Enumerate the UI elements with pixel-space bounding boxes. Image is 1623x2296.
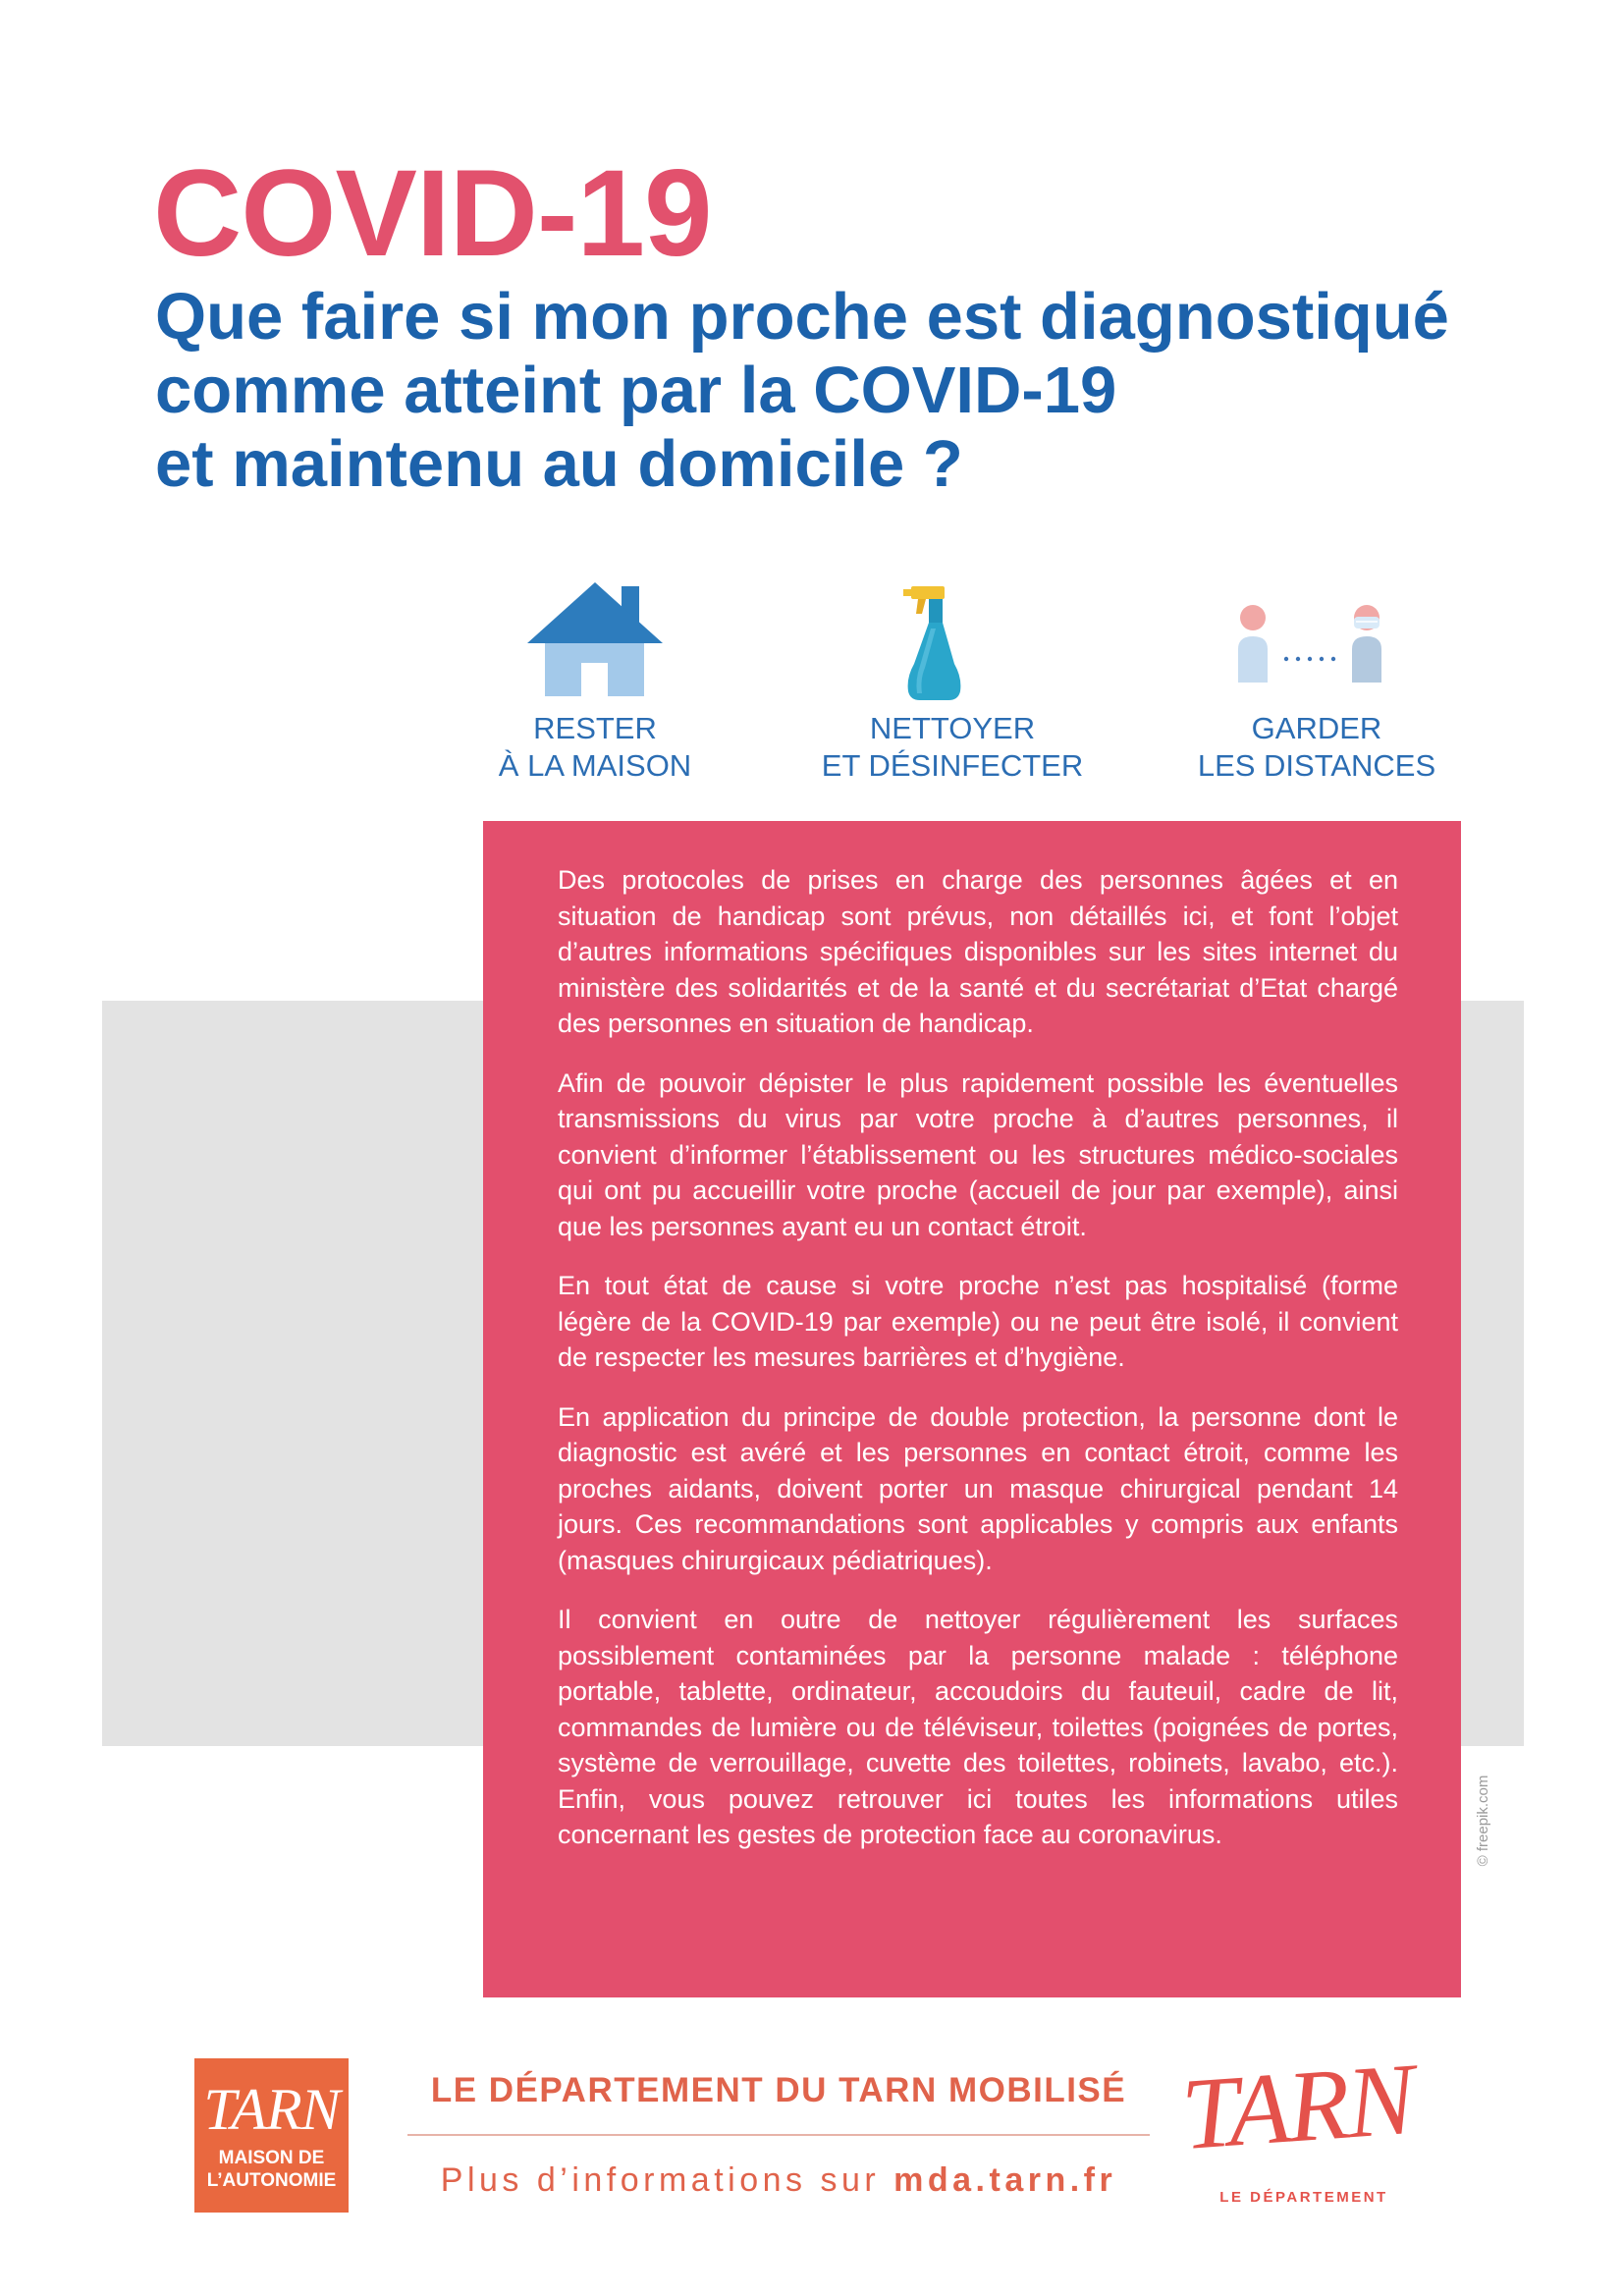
subtitle-line-1: Que faire si mon proche est diagnostiqué [155, 280, 1449, 354]
subtitle-line-3: et maintenu au domicile ? [155, 427, 963, 501]
action-label-line: LES DISTANCES [1197, 748, 1436, 783]
page-subtitle [155, 280, 1449, 501]
spray-bottle-icon [901, 583, 967, 700]
action-label-distance [1169, 710, 1464, 785]
distance-dots [1284, 657, 1335, 661]
maison-autonomie-logo [194, 2058, 349, 2213]
spray-trigger [916, 599, 926, 614]
spray-neck [929, 599, 943, 625]
person-right-body [1352, 636, 1381, 683]
action-label-stay-home [448, 710, 742, 785]
person-left-head [1240, 605, 1266, 630]
face-mask [1354, 617, 1380, 629]
social-distance-icon [1235, 604, 1384, 683]
tarn-wordmark: TARN [203, 2077, 340, 2142]
info-paragraph: Des protocoles de prises en charge des personnes âgées et en situation de handicap sont prévus, non détaillés ici, et font l’objet d’autres informations spécifiques disponibles sur les sites internet du ministère des solidarités et de la santé et du secrétariat d’Etat chargé des personnes en situation de handicap. [558, 865, 1398, 1038]
house-roof [527, 582, 663, 643]
action-label-line: RESTER [533, 711, 657, 745]
logo-line-1: MAISON DE [218, 2148, 325, 2168]
tarn-department-wordmark: TARN [1177, 2042, 1416, 2172]
more-info-prefix: Plus d’informations sur [440, 2161, 881, 2199]
action-label-line: GARDER [1251, 711, 1382, 745]
footer-headline: LE DÉPARTEMENT DU TARN MOBILISÉ [430, 2071, 1127, 2109]
info-paragraph: En tout état de cause si votre proche n’est pas hospitalisé (forme légère de la COVID-19 par exemple) ou ne peut être isolé, il convient de respecter les mesures barrières et d’hygiène. [558, 1271, 1398, 1372]
action-label-line: À LA MAISON [498, 748, 692, 783]
tarn-department-caption: LE DÉPARTEMENT [1219, 2189, 1388, 2206]
house-icon [527, 578, 663, 696]
info-box [483, 821, 1461, 1997]
footer-divider [407, 2134, 1150, 2136]
action-label-line: NETTOYER [869, 711, 1036, 745]
more-info-line [407, 2156, 1150, 2205]
house-door [581, 663, 608, 696]
spray-body [908, 623, 961, 700]
info-paragraph: Il convient en outre de nettoyer régulièrement les surfaces possiblement contaminées par la personne malade : téléphone portable, tablette, ordinateur, accoudoirs du fauteuil, cadre de lit, commandes de lumière ou de téléviseur, toilettes (poignées de portes, système de verrouillage, cuvette des toilettes, robinets, lavabo, etc.). Enfin, vous pouvez retrouver ici toutes les informations utiles concernant les gestes de protection face au coronavirus. [558, 1605, 1398, 1849]
logo-line-2: L’AUTONOMIE [206, 2170, 337, 2191]
info-paragraph: Afin de pouvoir dépister le plus rapidement possible les éventuelles transmissions du virus par votre proche à d’autres personnes, il convient d’informer l’établissement ou les structures médico-sociales qui ont pu accueillir votre proche (accueil de jour par exemple), ainsi que les personnes ayant eu un contact étroit. [558, 1067, 1398, 1241]
subtitle-line-2: comme atteint par la COVID-19 [155, 354, 1117, 427]
image-credit: © freepik.com [1475, 1775, 1491, 1867]
info-paragraph: En application du principe de double protection, la personne dont le diagnostic est avéré et les personnes en contact étroit, comme les proches aidants, doivent porter un masque chirurgical pendant 14 jours. Ces recommandations sont applicables y compris aux enfants (masques chirurgicaux pédiatriques). [558, 1401, 1398, 1575]
website-link: mda.tarn.fr [893, 2161, 1117, 2199]
action-label-line: ET DÉSINFECTER [821, 748, 1084, 783]
page-title: COVID-19 [153, 145, 712, 282]
person-left-body [1238, 636, 1268, 683]
spray-nozzle-tip [903, 589, 912, 596]
action-label-clean [805, 710, 1100, 785]
spray-head [911, 586, 945, 599]
